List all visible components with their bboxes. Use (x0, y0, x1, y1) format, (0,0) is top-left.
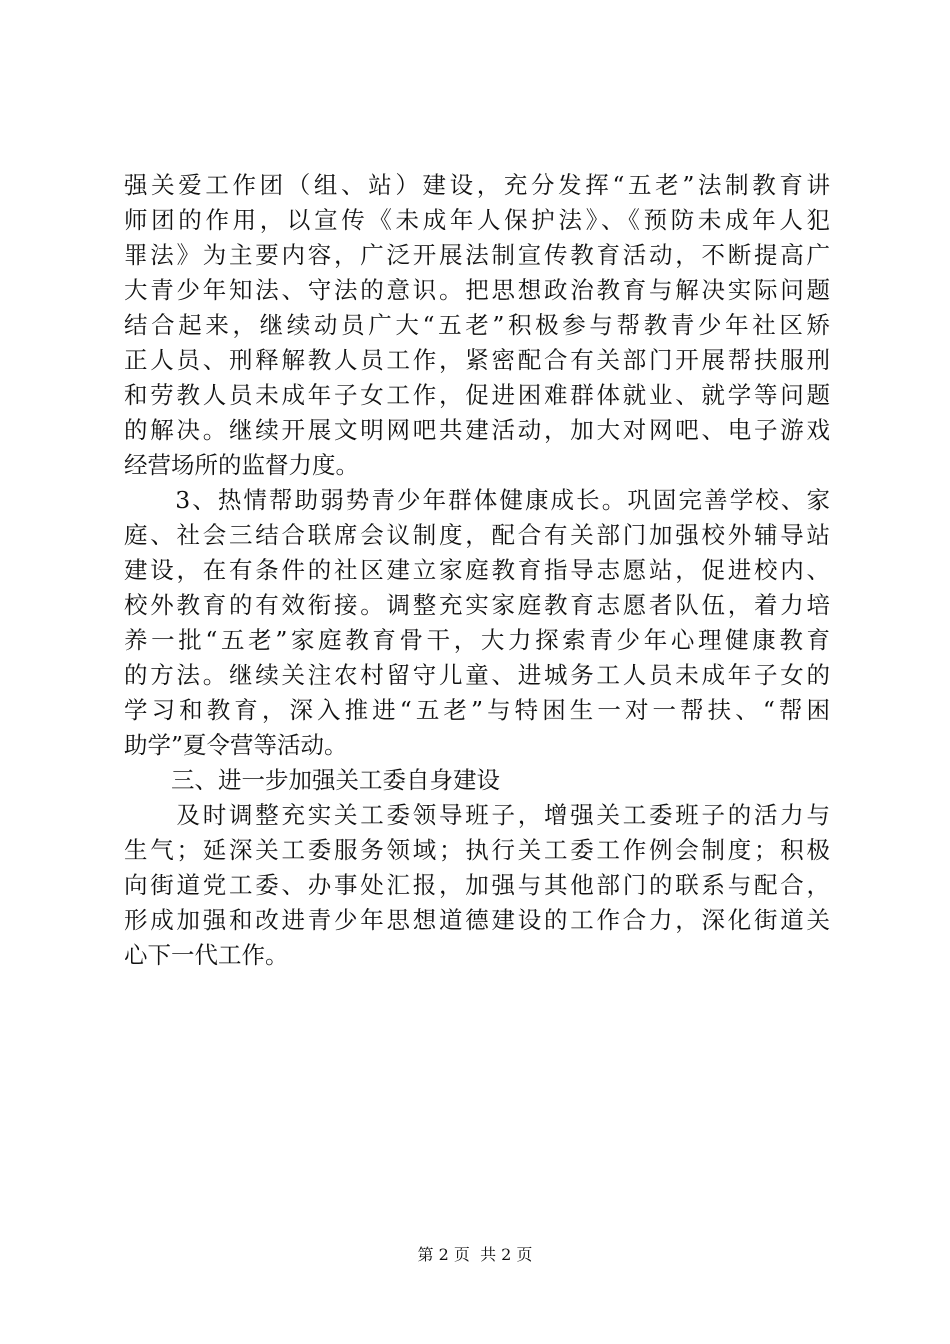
text-line: 的解决。继续开展文明网吧共建活动，加大对网吧、电子游戏 (124, 416, 830, 444)
text-line: 助学”夏令营等活动。 (124, 731, 348, 759)
text-line: 罪法》为主要内容，广泛开展法制宣传教育活动，不断提高广 (124, 241, 830, 269)
text-line: 庭、社会三结合联席会议制度，配合有关部门加强校外辅导站 (124, 521, 830, 549)
text-line: 生气；延深关工委服务领域；执行关工委工作例会制度；积极 (124, 836, 830, 864)
text-line: 形成加强和改进青少年思想道德建设的工作合力，深化街道关 (124, 906, 830, 934)
page-footer (0, 1244, 950, 1266)
text-line: 大青少年知法、守法的意识。把思想政治教育与解决实际问题 (124, 276, 830, 304)
text-line: 正人员、刑释解教人员工作，紧密配合有关部门开展帮扶服刑 (124, 346, 830, 374)
text-line: 和劳教人员未成年子女工作，促进困难群体就业、就学等问题 (124, 381, 830, 409)
text-line: 及时调整充实关工委领导班子，增强关工委班子的活力与 (124, 801, 830, 829)
text-line: 师团的作用，以宣传《未成年人保护法》、《预防未成年人犯 (124, 206, 830, 234)
text-line: 心下一代工作。 (124, 941, 289, 969)
text-line: 校外教育的有效衔接。调整充实家庭教育志愿者队伍，着力培 (124, 591, 830, 619)
text-line: 强关爱工作团（组、站）建设，充分发挥“五老”法制教育讲 (124, 171, 830, 199)
page-number: 第 2 页 (417, 1245, 470, 1264)
text-line: 的方法。继续关注农村留守儿童、进城务工人员未成年子女的 (124, 661, 830, 689)
text-line: 3、热情帮助弱势青少年群体健康成长。巩固完善学校、家 (124, 486, 830, 514)
text-line: 养一批“五老”家庭教育骨干，大力探索青少年心理健康教育 (124, 626, 830, 654)
text-line: 向街道党工委、办事处汇报，加强与其他部门的联系与配合， (124, 871, 830, 899)
text-line: 学习和教育，深入推进“五老”与特困生一对一帮扶、“帮困 (124, 696, 830, 724)
text-line: 经营场所的监督力度。 (124, 451, 359, 479)
section-heading: 三、进一步加强关工委自身建设 (124, 766, 500, 794)
text-line: 建设，在有条件的社区建立家庭教育指导志愿站，促进校内、 (124, 556, 830, 584)
document-body (124, 168, 830, 973)
page-total: 共 2 页 (480, 1245, 533, 1264)
text-line: 结合起来，继续动员广大“五老”积极参与帮教青少年社区矫 (124, 311, 830, 339)
